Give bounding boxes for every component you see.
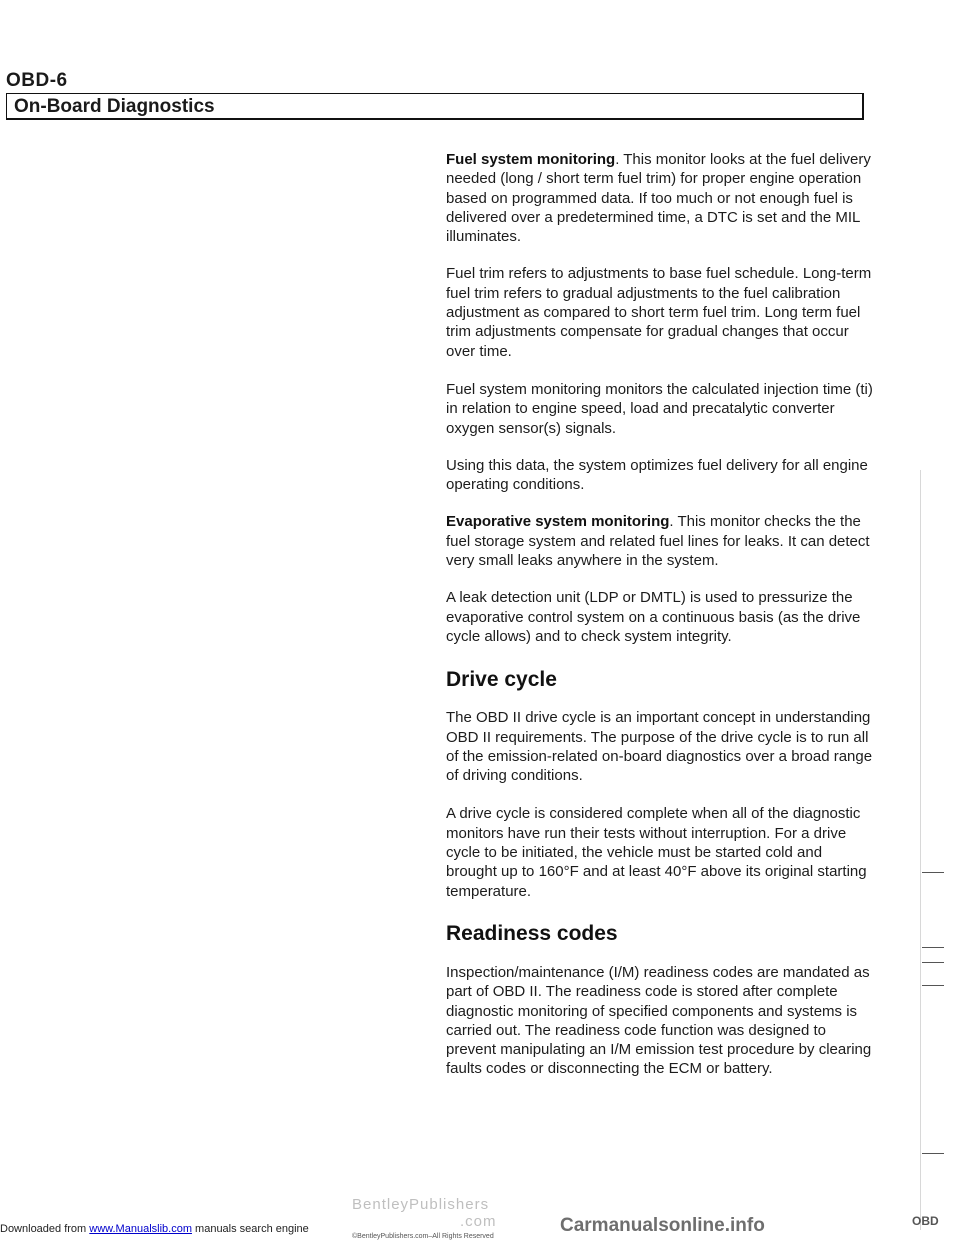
- page-number-fragment: OBD: [912, 1214, 939, 1228]
- paragraph-lead: Fuel system monitoring: [446, 151, 616, 168]
- paragraph-text: . This monitor looks at the fuel delivery needed (long / short term fuel trim) for proper engine operation based on programmed data. If too much or not enough fuel is delivered over a predetermined time, a DTC is set and the MIL illuminates.: [446, 151, 871, 246]
- paragraph-drive-cycle-complete: A drive cycle is considered complete when all of the diagnostic monitors have run their tests without interruption. For a drive cycle to be initiated, the vehicle must be started cold and brought up to 160°F and at least 40°F above its original starting temperature.: [446, 805, 867, 900]
- paragraph-optimization: Using this data, the system optimizes fuel delivery for all engine operating conditions.: [446, 456, 868, 494]
- publisher-watermark: BentleyPublishers .com: [352, 1196, 497, 1230]
- heading-readiness-codes: Readiness codes: [446, 921, 618, 945]
- paragraph-leak-detection: A leak detection unit (LDP or DMTL) is used to pressurize the evaporative control system on a continuous basis (as the drive cycle allows) and to check system integrity.: [446, 589, 861, 645]
- margin-tick: [922, 872, 944, 873]
- page-code: OBD-6: [6, 70, 68, 91]
- paragraph-readiness-codes: Inspection/maintenance (I/M) readiness codes are mandated as part of OBD II. The readiness code is stored after complete diagnostic monitoring of specified components and systems is carried out. The readiness code function was designed to prevent manipulating an I/M emission test procedure by clearing faults codes or disconnecting the ECM or battery.: [446, 963, 872, 1078]
- copyright-notice: ©BentleyPublishers.com–All Rights Reserved: [352, 1233, 494, 1240]
- heading-drive-cycle: Drive cycle: [446, 668, 557, 692]
- paragraph-fuel-monitoring-detail: Fuel system monitoring monitors the calculated injection time (ti) in relation to engine speed, load and precatalytic converter oxygen sensor(s) signals.: [446, 380, 873, 437]
- paragraph-fuel-trim: Fuel trim refers to adjustments to base fuel schedule. Long-term fuel trim refers to gradual adjustments to the fuel calibration adjustment as compared to short term fuel trim. Long term fuel trim adjustments compensate for gradual changes that occur over time.: [446, 265, 872, 360]
- margin-tick: [922, 1153, 944, 1154]
- paragraph-drive-cycle-intro: The OBD II drive cycle is an important concept in understanding OBD II requirements. The purpose of the drive cycle is to run all of the emission-related on-board diagnostics over a broad range of driving conditions.: [446, 709, 873, 785]
- paragraph-fuel-system-monitoring: [446, 150, 876, 246]
- paragraph-lead: Evaporative system monitoring: [446, 513, 670, 531]
- margin-tick: [922, 962, 944, 963]
- footer-prefix: Downloaded from: [0, 1223, 90, 1235]
- section-header-box: [6, 93, 864, 120]
- paragraph-text: . This monitor checks the the fuel storage system and related fuel lines for leaks. It can detect very small leaks anywhere in the system.: [446, 513, 870, 570]
- footer-site-watermark: Carmanualsonline.info: [560, 1215, 765, 1236]
- margin-tick: [922, 985, 944, 986]
- paragraph-evaporative-system: [446, 512, 876, 570]
- margin-tick: [922, 947, 944, 948]
- footer-suffix: manuals search engine: [191, 1223, 309, 1235]
- section-title: On-Board Diagnostics: [14, 96, 215, 117]
- margin-rule: [920, 470, 921, 1230]
- download-footer: [0, 1223, 309, 1235]
- main-content: [446, 150, 876, 1079]
- manualslib-link[interactable]: www.Manualslib.com: [89, 1223, 192, 1235]
